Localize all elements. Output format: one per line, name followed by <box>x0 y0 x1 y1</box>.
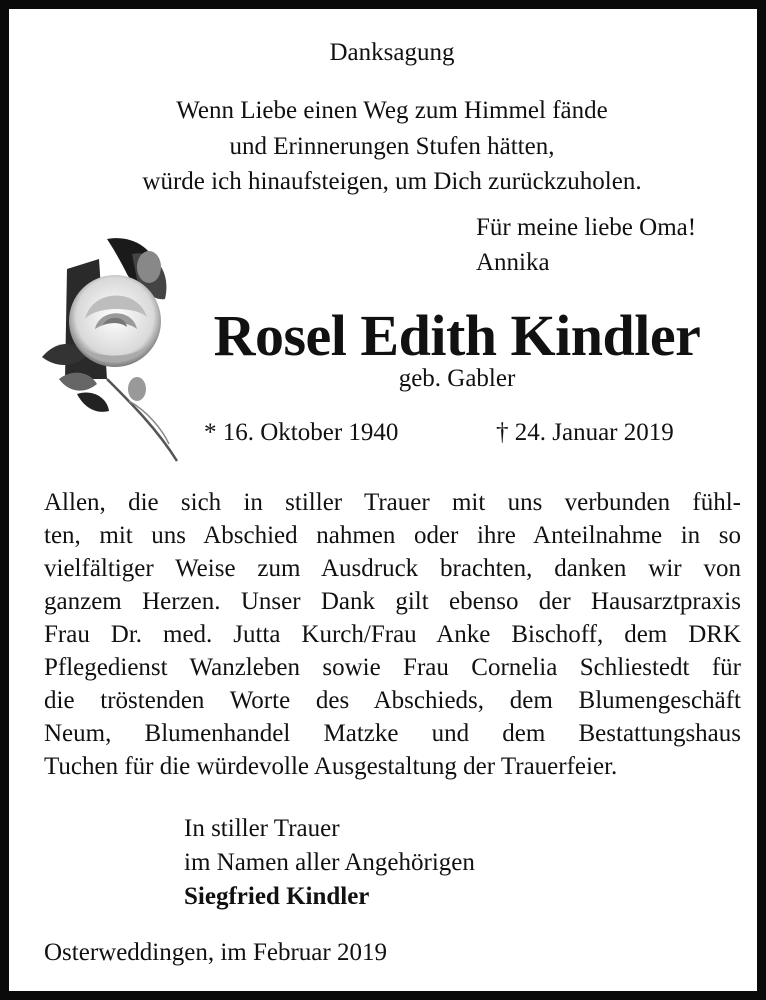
paragraph-line: vielfältiger Weise zum Ausdruck brachten, danken wir von <box>44 555 741 582</box>
birth-date: * 16. Oktober 1940 <box>204 419 399 446</box>
poem-line: und Erinnerungen Stufen hätten, <box>229 132 555 160</box>
paragraph-line: die tröstenden Worte des Abschieds, dem Blumengeschäft <box>44 687 741 714</box>
signature-line-1: In stiller Trauer <box>184 815 340 842</box>
signature-line-2: im Namen aller Angehörigen <box>184 849 475 876</box>
paragraph-line: Allen, die sich in stiller Trauer mit uns verbunden fühl- <box>44 489 741 516</box>
signature-name: Siegfried Kindler <box>184 883 370 910</box>
thanks-paragraph <box>44 486 741 783</box>
paragraph-line: ganzem Herzen. Unser Dank gilt ebenso der Hausarztpraxis <box>44 588 741 615</box>
paragraph-line: Pflegedienst Wanzleben sowie Frau Cornelia Schliestedt für <box>44 654 741 681</box>
paragraph-line: Frau Dr. med. Jutta Kurch/Frau Anke Bischoff, dem DRK <box>44 621 741 648</box>
dedication-signature: Annika <box>476 249 550 276</box>
death-date: † 24. Januar 2019 <box>496 419 674 446</box>
signature-block <box>184 812 475 914</box>
poem-line: Wenn Liebe einen Weg zum Himmel fände <box>176 97 608 124</box>
heading: Danksagung <box>329 39 455 66</box>
paragraph-line: ten, mit uns Abschied nahmen oder ihre Anteilnahme in so <box>44 522 741 549</box>
rose-flower-icon <box>37 229 187 469</box>
deceased-name: Rosel Edith Kindler <box>213 303 701 368</box>
maiden-name: geb. Gabler <box>398 365 516 392</box>
place-date: Osterweddingen, im Februar 2019 <box>44 939 387 966</box>
dedication-line: Für meine liebe Oma! <box>476 214 697 241</box>
poem <box>9 93 766 200</box>
poem-line: würde ich hinaufsteigen, um Dich zurückzuholen. <box>142 168 642 195</box>
paragraph-line: Tuchen für die würdevolle Ausgestaltung der Trauerfeier. <box>44 753 618 780</box>
paragraph-line: Neum, Blumenhandel Matzke und dem Bestattungshaus <box>44 720 741 747</box>
dedication <box>476 210 696 280</box>
